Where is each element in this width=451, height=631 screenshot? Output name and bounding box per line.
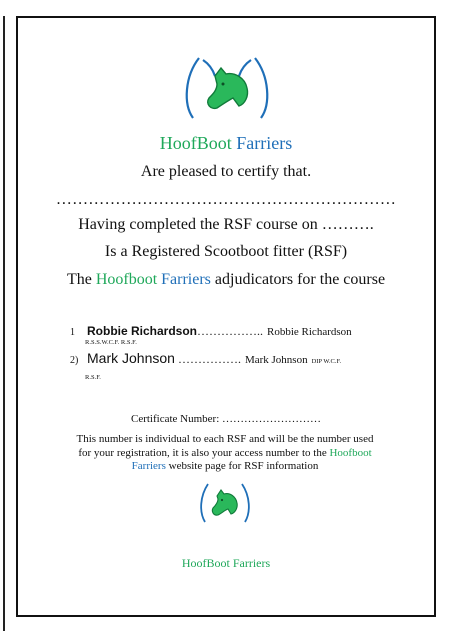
adjudicator-1-signature: Robbie Richardson (267, 326, 352, 338)
left-edge-rule (3, 16, 5, 631)
company-name-word1: HoofBoot (159, 133, 232, 153)
certificate-number-field: Certificate Number: ……………………… (130, 413, 322, 425)
adjudicator-2-number: 2) (70, 355, 79, 366)
company-name-word2: Farriers (231, 133, 293, 153)
adjudicators-line (20, 271, 432, 289)
adjudicators-pre: The (66, 271, 96, 288)
horse-head-logo-icon (181, 54, 273, 120)
adjudicator-1-dots: …………….. (197, 324, 264, 338)
adjudicator-2-qualifications: R.S.F. (85, 374, 101, 381)
footer-company-name: HoofBoot Farriers (181, 556, 271, 570)
registration-info-hoofboot: Hoofboot (329, 446, 372, 459)
registration-info-line2-text: for your registration, it is also your access number to the (78, 446, 330, 459)
adjudicator-2-name: Mark Johnson (87, 350, 175, 366)
registered-fitter-line: Is a Registered Scootboot fitter (RSF) (104, 243, 348, 260)
adjudicator-2-qualifications-inline: DIP W.C.F. (311, 358, 342, 365)
horse-head-logo-icon (197, 480, 253, 524)
registration-info-line3-text: website page for RSF information (165, 460, 319, 472)
adjudicator-1-qualifications: R.S.S.W.C.F. R.S.F. (85, 339, 137, 346)
recipient-name-dots: ……………………………………………………… (55, 191, 397, 208)
registration-info-line1: This number is individual to each RSF and will be the number used (76, 433, 374, 445)
registration-info-paragraph (60, 433, 390, 474)
adjudicator-2-dots: ……………. (174, 352, 241, 366)
adjudicators-post: adjudicators for the course (210, 271, 386, 288)
adjudicator-1-row (70, 322, 420, 340)
adjudicators-farriers: Farriers (157, 271, 211, 288)
registration-info-line3 (60, 460, 390, 474)
adjudicator-1-name: Robbie Richardson (87, 324, 198, 338)
certify-line: Are pleased to certify that. (140, 163, 312, 180)
course-completed-line: Having completed the RSF course on ………. (78, 216, 374, 233)
registration-info-line2 (60, 447, 390, 461)
adjudicator-2-signature: Mark Johnson (244, 354, 308, 366)
adjudicator-2-row (70, 350, 420, 368)
company-name-heading (20, 133, 432, 154)
registration-info-farriers: Farriers (131, 460, 166, 472)
adjudicator-1-number: 1 (70, 327, 75, 338)
adjudicators-hoofboot: Hoofboot (95, 271, 158, 288)
